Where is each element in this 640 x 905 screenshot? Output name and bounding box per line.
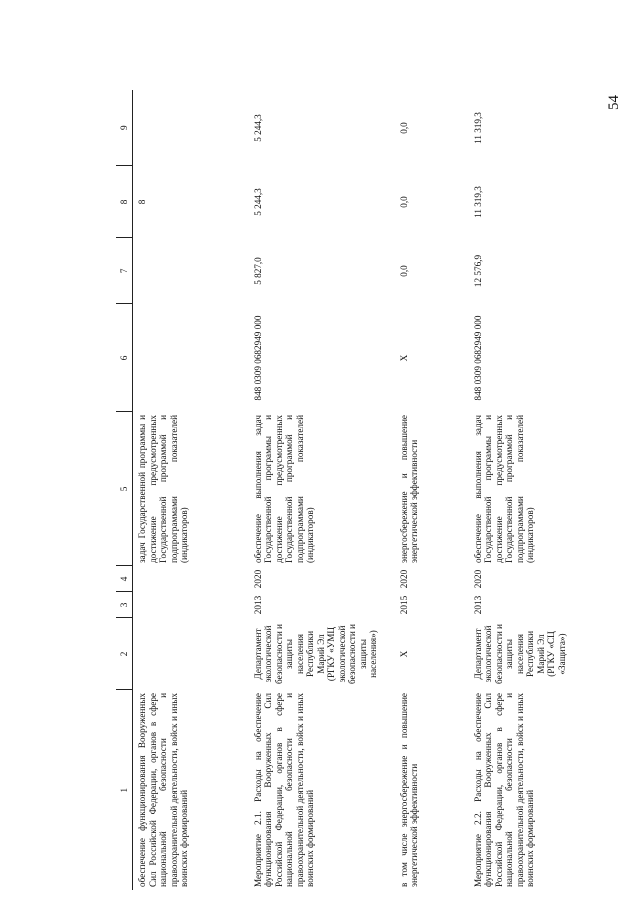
- table-row: [469, 90, 589, 890]
- cell-value: [133, 238, 249, 304]
- cell-budget-code: [133, 304, 249, 412]
- cell-start-year: [133, 592, 249, 618]
- budget-table: [116, 90, 589, 890]
- cell-budget-code: 848 0309 0682949 000: [472, 315, 483, 401]
- cell-result: обеспечение выполнения задач Государственной программы и достижение предусмотренных Государственной программой и подпрограммами показателей (индикаторов): [252, 415, 316, 563]
- rotated-table-container: [116, 90, 616, 890]
- cell-start-year: 2013: [472, 595, 483, 615]
- cell-value: 5 244,3: [252, 114, 263, 142]
- column-header: 3: [116, 592, 133, 618]
- table-row: [395, 90, 469, 890]
- column-header: 8: [116, 166, 133, 238]
- cell-value: 0,0: [398, 265, 409, 277]
- cell-end-year: 2020: [252, 569, 263, 589]
- cell-end-year: [133, 566, 249, 592]
- cell-result: задач Государственной программы и достижение предусмотренных Государственной программой и подпрограммами показателей (индикаторов): [137, 415, 190, 563]
- cell-description: Мероприятие 2.1. Расходы на обеспечение функционирования Вооруженных Сил Российской Федерации, органов в сфере национальной безопасности и правоохранительной деятельности, войск и иных воинских формирований: [252, 693, 316, 887]
- cell-start-year: 2013: [252, 595, 263, 615]
- cell-executor: Департамент экологической безопасности и защиты населения Республики Марий Эл (РГКУ «УМЦ экологической безопасности и защиты населения»): [252, 624, 379, 684]
- cell-value: [133, 90, 249, 166]
- cell-executor: [133, 618, 249, 690]
- column-header: 1: [116, 690, 133, 890]
- cell-result: обеспечение выполнения задач Государственной программы и достижение предусмотренных Государственной программой и подпрограммами показателей (индикаторов): [472, 415, 536, 563]
- cell-value: 5 244,3: [252, 188, 263, 216]
- cell-end-year: 2020: [398, 569, 409, 589]
- cell-executor: Департамент экологической безопасности и защиты населения Республики Марий Эл (РГКУ «СЦ «Защита»): [472, 624, 567, 684]
- cell-description: обеспечение функционирования Вооруженных Сил Российской Федерации, органов в сфере национальной безопасности и правоохранительной деятельности, войск и иных воинских формирований: [137, 693, 190, 887]
- cell-budget-code: 848 0309 0682949 000: [252, 315, 263, 401]
- column-header: 6: [116, 304, 133, 412]
- cell-result: энергосбережение и повышение энергетической эффективности: [398, 415, 420, 563]
- cell-budget-code: X: [398, 354, 409, 362]
- table-row: [133, 90, 249, 890]
- cell-description: в том числе энергосбережение и повышение энергетической эффективности: [398, 693, 420, 887]
- column-header: 5: [116, 412, 133, 566]
- cell-value: 0,0: [398, 196, 409, 208]
- cell-value: 0,0: [398, 122, 409, 134]
- column-header: 2: [116, 618, 133, 690]
- cell-value: 5 827,0: [252, 257, 263, 285]
- cell-value: 12 576,9: [472, 254, 483, 288]
- cell-executor: X: [398, 650, 409, 658]
- page-number-text: 54: [605, 94, 622, 110]
- column-header: 9: [116, 90, 133, 166]
- column-header: 7: [116, 238, 133, 304]
- table-row: [249, 90, 395, 890]
- cell-value: 11 319,3: [472, 186, 483, 218]
- cell-description: Мероприятие 2.2. Расходы на обеспечение функционирования Вооруженных Сил Российской Федерации, органов в сфере национальной безопасности и правоохранительной деятельности, войск и иных воинских формирований: [472, 693, 536, 887]
- cell-end-year: 2020: [472, 569, 483, 589]
- cell-start-year: 2015: [398, 595, 409, 615]
- column-header: 4: [116, 566, 133, 592]
- table-header-row: [116, 90, 133, 890]
- cell-value: 8: [137, 199, 148, 205]
- cell-value: 11 319,3: [472, 112, 483, 144]
